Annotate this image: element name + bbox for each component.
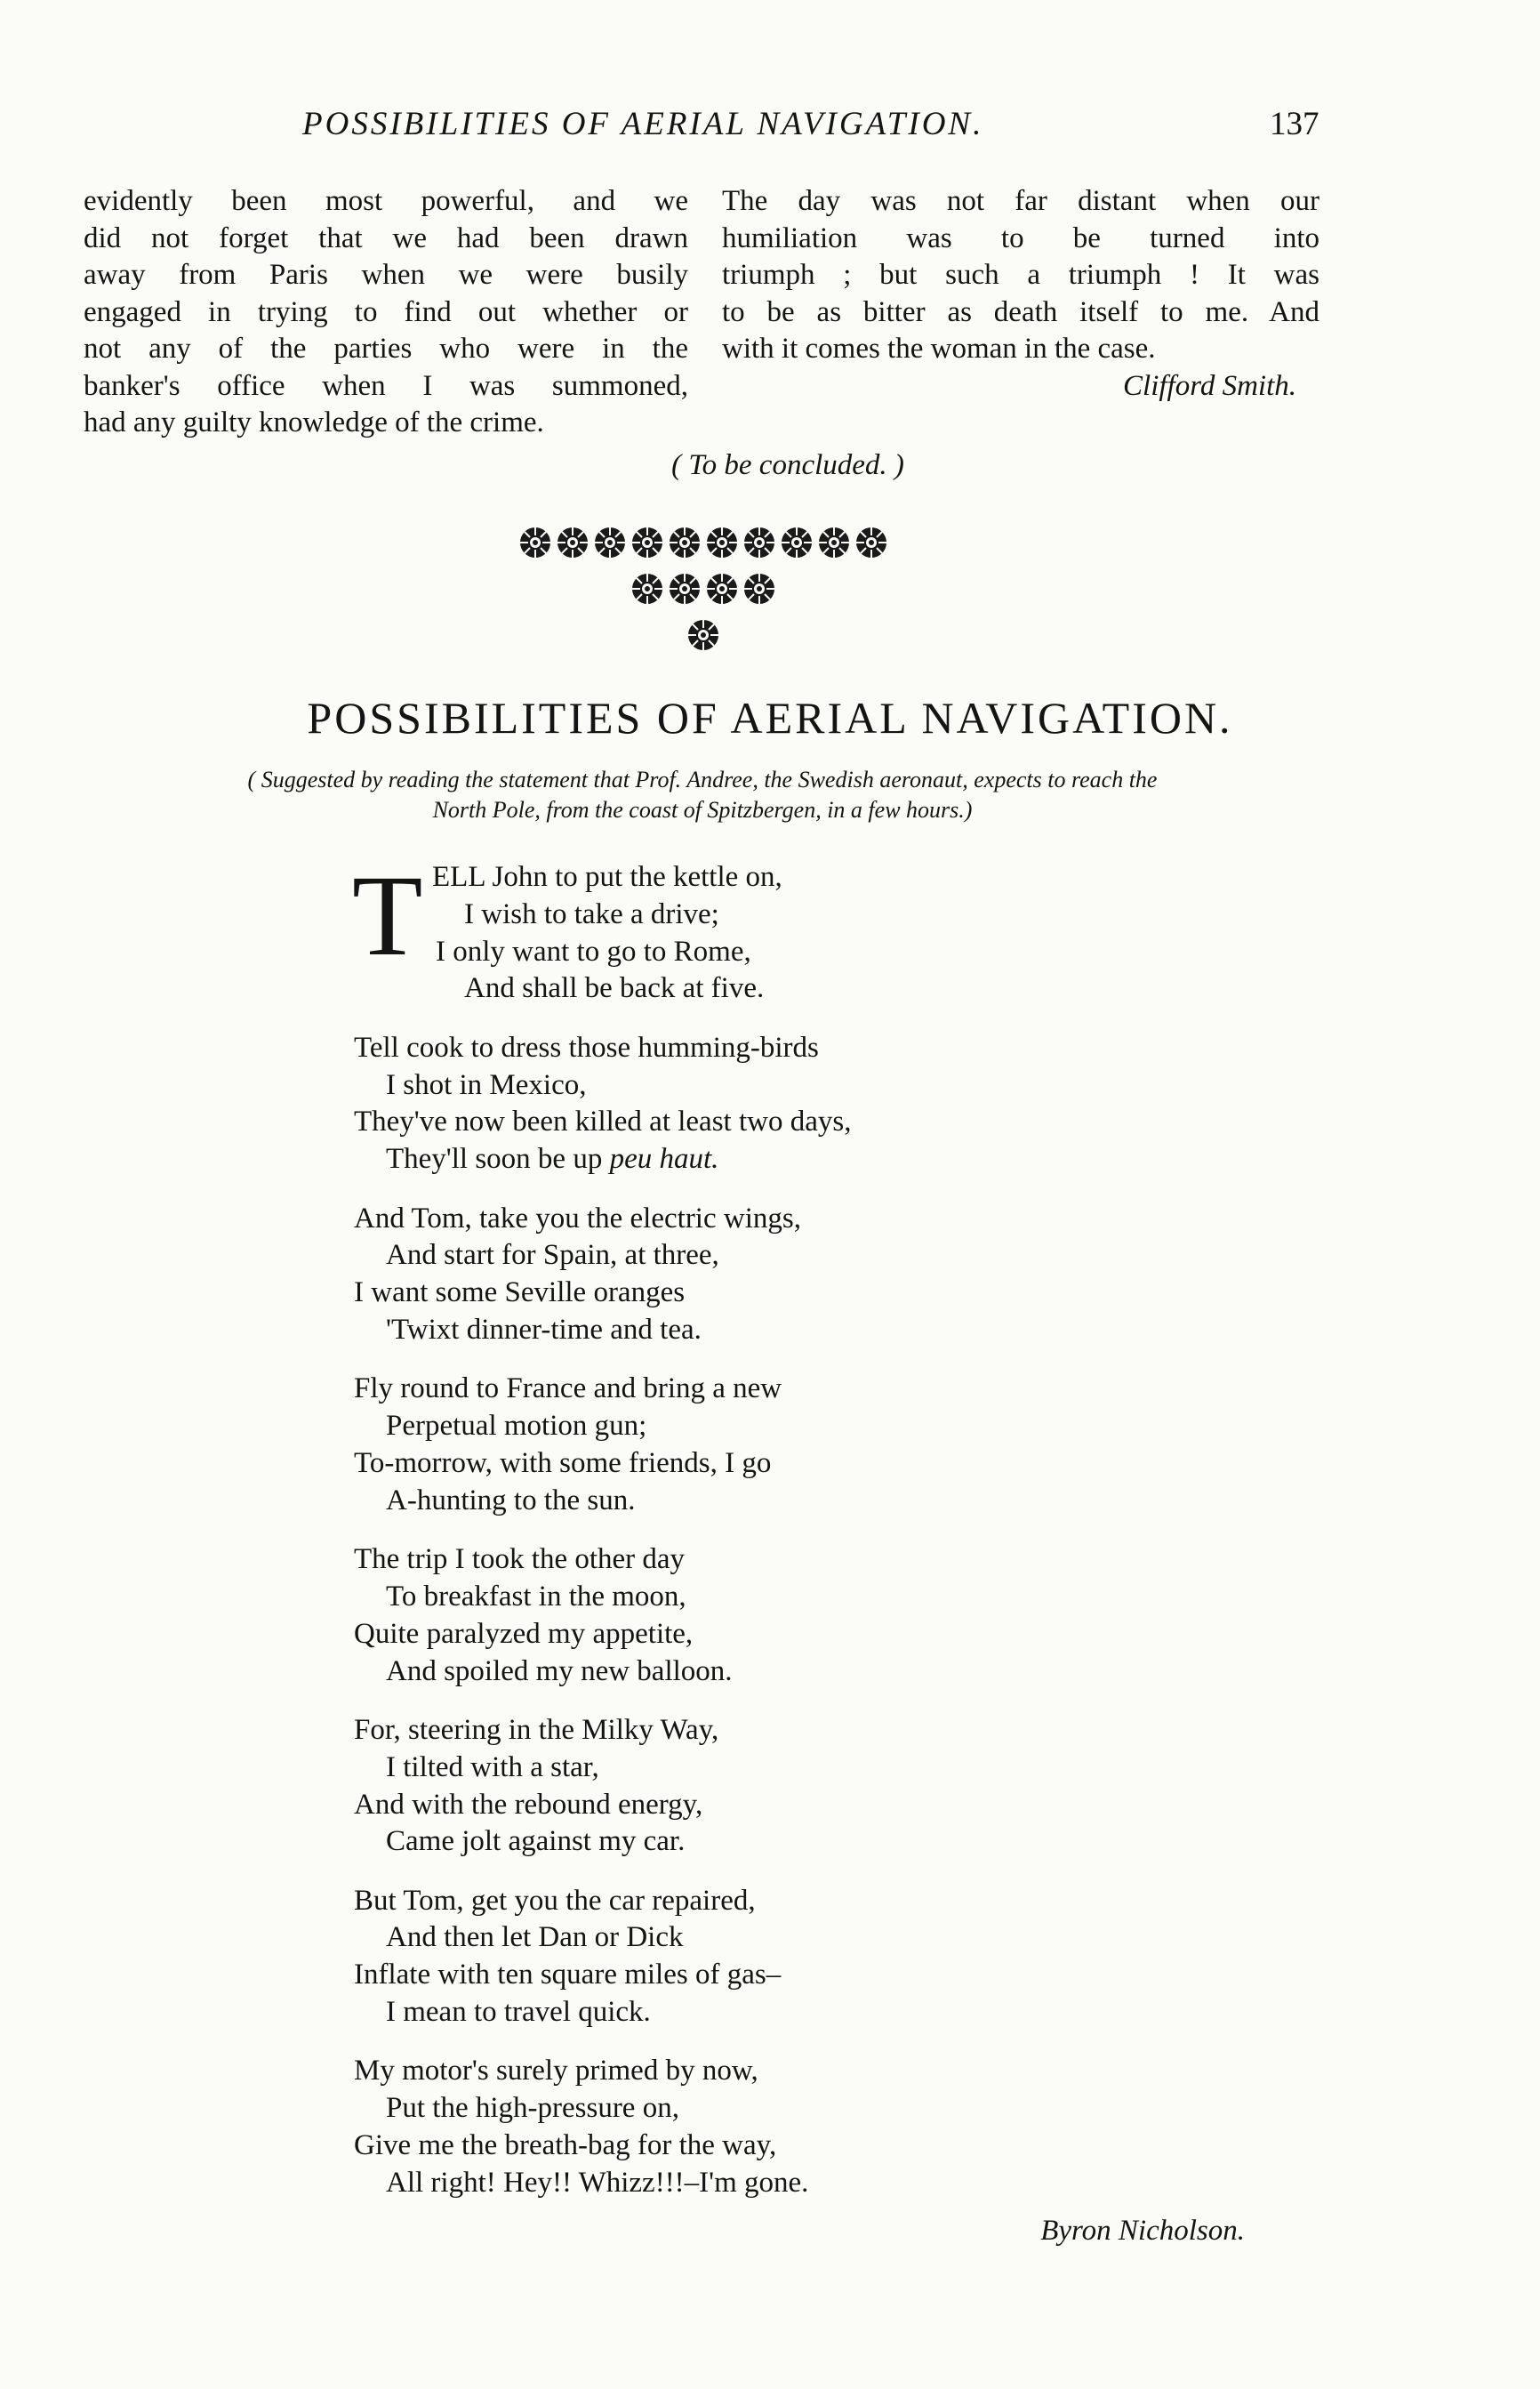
to-be-concluded-note: ( To be concluded. )	[671, 449, 904, 481]
verse-line: ELL John to put the kettle on,	[432, 861, 782, 893]
verse-line: And with the rebound energy,	[354, 1788, 703, 1821]
text-line: evidently been most powerful, and we	[84, 185, 688, 217]
verse-line: I tilted with a star,	[386, 1750, 599, 1783]
verse-line: Perpetual motion gun;	[386, 1410, 647, 1443]
running-head	[0, 105, 1540, 149]
stanza	[354, 1030, 1172, 1178]
verse-line: Put the high-pressure on,	[386, 2092, 679, 2125]
verse-line: The trip I took the other day	[354, 1543, 686, 1576]
verse-line: And spoiled my new balloon.	[386, 1654, 733, 1687]
poem-title: POSSIBILITIES OF AERIAL NAVIGATION.	[307, 693, 1233, 743]
previous-story-right-column	[722, 183, 1319, 405]
stanza	[354, 1371, 1172, 1519]
verse-line: I want some Seville oranges	[354, 1276, 686, 1309]
stanza	[354, 1883, 1172, 2031]
stanza	[354, 1541, 1172, 1690]
verse-line: I wish to take a drive;	[464, 897, 719, 930]
verse-line: For, steering in the Milky Way,	[354, 1713, 719, 1746]
text-line: humiliation was to be turned into	[722, 221, 1319, 254]
stanza	[352, 852, 1172, 1008]
text-line: triumph ; but such a triumph ! It was	[722, 259, 1319, 291]
poem-subtitle: ( Suggested by reading the statement that Prof. Andree, the Swedish aeronaut, expects to reach the North Pole, from the coast of Spitzbergen, in a few hours.)	[247, 767, 1158, 823]
text-line: not any of the parties who were in the	[84, 333, 688, 365]
drop-cap: T	[352, 852, 423, 980]
verse-line: They've now been killed at least two days,	[354, 1106, 852, 1138]
text-line: banker's office when I was summoned,	[84, 369, 688, 402]
verse-line: Inflate with ten square miles of gas–	[354, 1959, 782, 1991]
verse-line: They'll soon be up peu haut.	[386, 1143, 719, 1176]
stanza	[354, 1201, 1172, 1349]
floral-ornament	[516, 519, 889, 671]
verse-line: 'Twixt dinner-time and tea.	[386, 1313, 702, 1346]
text-line: to be as bitter as death itself to me. And	[722, 295, 1319, 328]
verse-line: Came jolt against my car.	[386, 1825, 686, 1858]
verse-line: All right! Hey!! Whizz!!!–I'm gone.	[386, 2166, 809, 2199]
verse-line: And then let Dan or Dick	[386, 1921, 684, 1954]
verse-line: Quite paralyzed my appetite,	[354, 1617, 694, 1650]
text-line: away from Paris when we were busily	[84, 259, 688, 291]
ornament-row-2	[632, 574, 774, 604]
stanza	[354, 1712, 1172, 1861]
verse-line: Fly round to France and bring a new	[354, 1372, 782, 1405]
verse-line: To breakfast in the moon,	[386, 1580, 686, 1613]
running-title: POSSIBILITIES OF AERIAL NAVIGATION.	[302, 106, 984, 142]
poem-body	[352, 852, 1172, 2224]
text-line: did not forget that we had been drawn	[84, 221, 688, 254]
text-line: had any guilty knowledge of the crime.	[84, 406, 544, 438]
verse-line: Give me the breath-bag for the way,	[354, 2129, 777, 2162]
verse-line: I mean to travel quick.	[386, 1996, 651, 2029]
stanza	[354, 2053, 1172, 2201]
previous-story-left-column	[84, 183, 688, 442]
ornament-row-3	[688, 620, 718, 650]
verse-line: But Tom, get you the car repaired,	[354, 1884, 756, 1917]
verse-line: And Tom, take you the electric wings,	[354, 1202, 801, 1235]
page-number: 137	[1270, 106, 1319, 142]
verse-line: And shall be back at five.	[464, 972, 765, 1005]
verse-line: To-morrow, with some friends, I go	[354, 1446, 772, 1479]
italic-phrase: peu haut.	[609, 1143, 719, 1176]
verse-line: I only want to go to Rome,	[436, 935, 751, 968]
text-line: The day was not far distant when our	[722, 185, 1319, 217]
story-author: Clifford Smith.	[1123, 369, 1296, 402]
text-line: engaged in trying to find out whether or	[84, 295, 688, 328]
poem-author: Byron Nicholson.	[1040, 2215, 1245, 2247]
ornament-row-1	[520, 527, 886, 558]
verse-line: And start for Spain, at three,	[386, 1239, 719, 1272]
verse-line: I shot in Mexico,	[386, 1068, 587, 1101]
verse-line: My motor's surely primed by now,	[354, 2055, 758, 2087]
verse-line: Tell cook to dress those humming-birds	[354, 1031, 819, 1064]
text-line: with it comes the woman in the case.	[722, 333, 1156, 365]
verse-line: A-hunting to the sun.	[386, 1484, 636, 1516]
